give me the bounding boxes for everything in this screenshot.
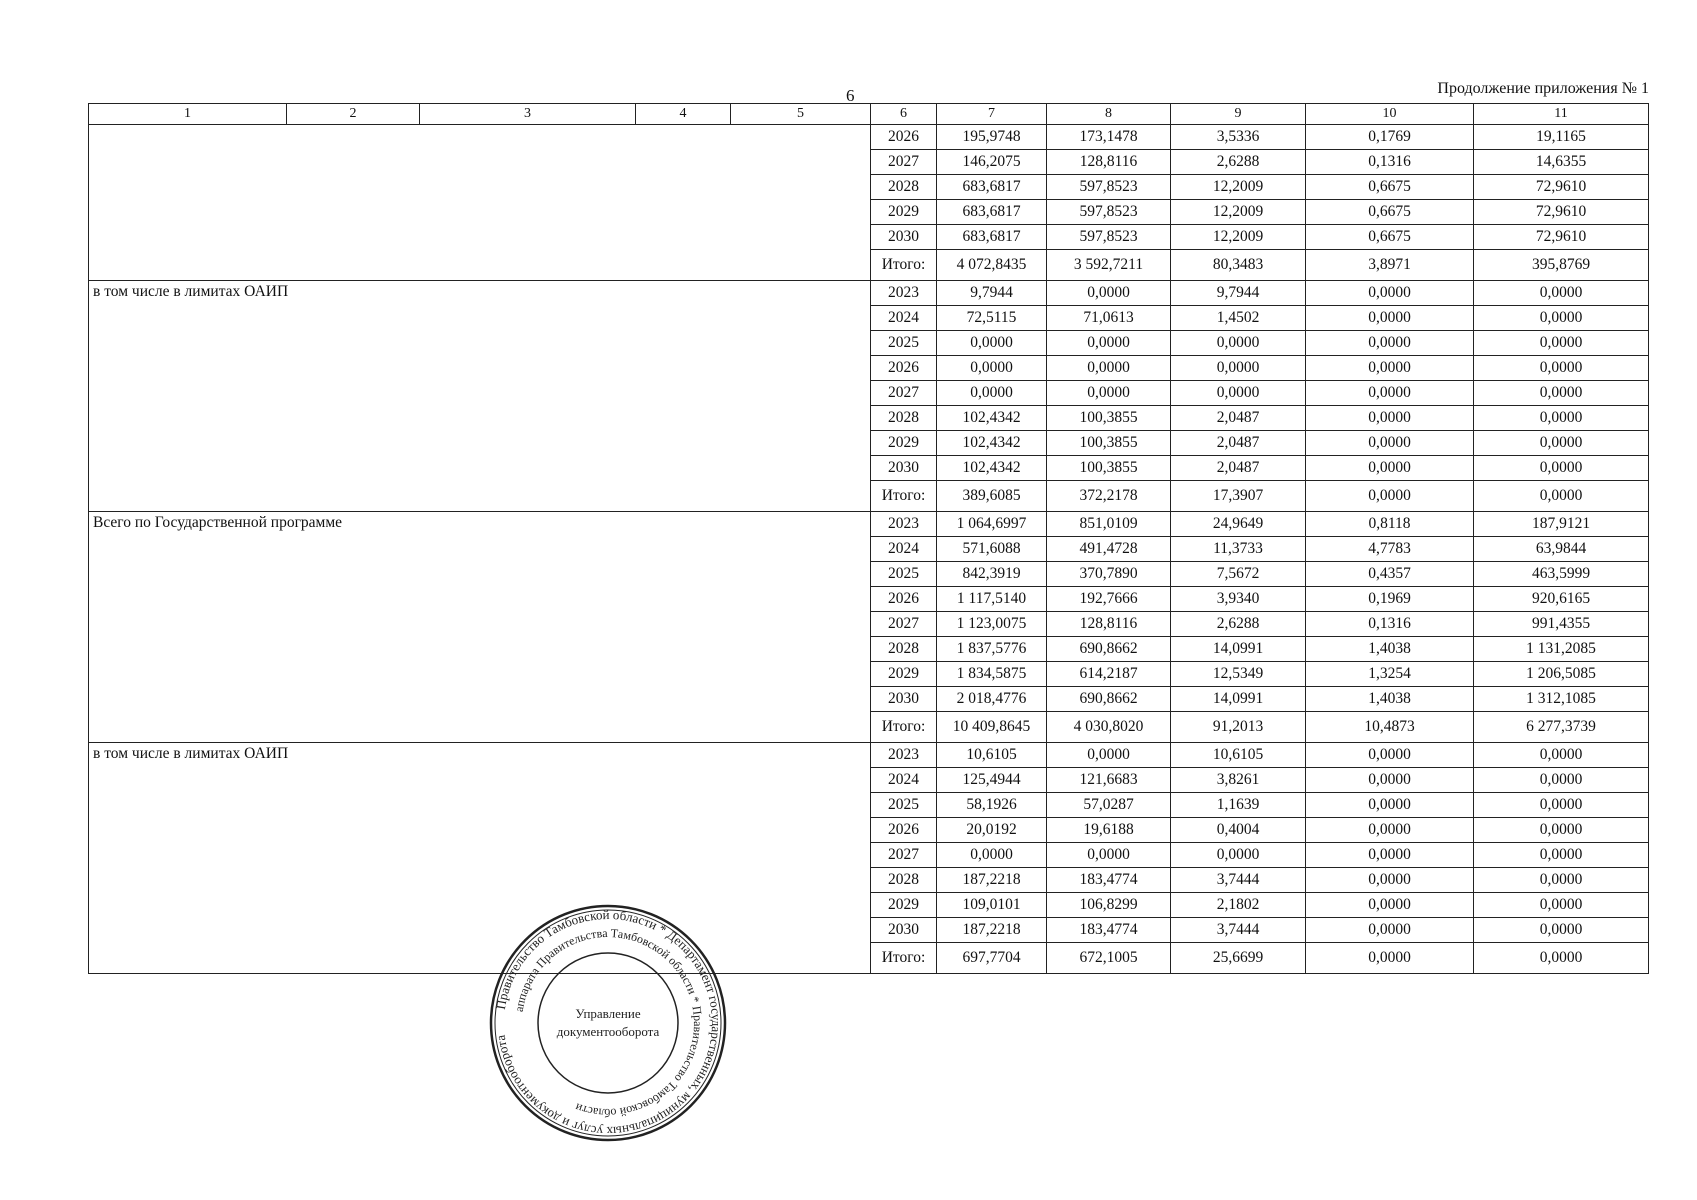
value-cell: 0,4004 (1171, 818, 1306, 843)
value-cell: 683,6817 (937, 175, 1047, 200)
value-cell: 597,8523 (1047, 175, 1171, 200)
value-cell: 597,8523 (1047, 200, 1171, 225)
table-row (89, 512, 1649, 537)
value-cell: 0,1316 (1306, 150, 1474, 175)
column-header-7: 7 (937, 104, 1047, 125)
value-cell: 0,0000 (1474, 431, 1649, 456)
value-cell: 10,4873 (1306, 712, 1474, 743)
total-label: Итого: (871, 943, 937, 974)
total-label: Итого: (871, 481, 937, 512)
value-cell: 0,0000 (1474, 331, 1649, 356)
value-cell: 10,6105 (1171, 743, 1306, 768)
value-cell: 0,0000 (1306, 381, 1474, 406)
svg-text:Правительство Тамбовской облас: Правительство Тамбовской области * Департамент государственных, муниципальных услуг и документооборота (492, 906, 725, 1140)
value-cell: 63,9844 (1474, 537, 1649, 562)
value-cell: 1 064,6997 (937, 512, 1047, 537)
value-cell: 1,4038 (1306, 637, 1474, 662)
value-cell: 0,4357 (1306, 562, 1474, 587)
seal-line-1: Управление (575, 1006, 641, 1021)
value-cell: 0,0000 (1306, 356, 1474, 381)
value-cell: 0,0000 (1306, 868, 1474, 893)
value-cell: 146,2075 (937, 150, 1047, 175)
column-header-3: 3 (420, 104, 636, 125)
value-cell: 4 030,8020 (1047, 712, 1171, 743)
table-row (89, 743, 1649, 768)
value-cell: 0,0000 (1474, 281, 1649, 306)
svg-text:аппарата Правительства Тамбовс: аппарата Правительства Тамбовской области * Правительство Тамбовской области (511, 925, 706, 1121)
value-cell: 1 117,5140 (937, 587, 1047, 612)
value-cell: 0,6675 (1306, 225, 1474, 250)
value-cell: 9,7944 (937, 281, 1047, 306)
value-cell: 102,4342 (937, 431, 1047, 456)
value-cell: 12,5349 (1171, 662, 1306, 687)
year-cell: 2025 (871, 562, 937, 587)
year-cell: 2024 (871, 306, 937, 331)
value-cell: 0,0000 (1171, 356, 1306, 381)
value-cell: 991,4355 (1474, 612, 1649, 637)
column-header-4: 4 (636, 104, 731, 125)
value-cell: 0,0000 (1306, 843, 1474, 868)
value-cell: 17,3907 (1171, 481, 1306, 512)
value-cell: 25,6699 (1171, 943, 1306, 974)
year-cell: 2027 (871, 150, 937, 175)
column-header-11: 11 (1474, 104, 1649, 125)
value-cell: 187,2218 (937, 868, 1047, 893)
value-cell: 571,6088 (937, 537, 1047, 562)
value-cell: 109,0101 (937, 893, 1047, 918)
value-cell: 10,6105 (937, 743, 1047, 768)
section-label (89, 125, 871, 281)
value-cell: 12,2009 (1171, 225, 1306, 250)
value-cell: 10 409,8645 (937, 712, 1047, 743)
value-cell: 121,6683 (1047, 768, 1171, 793)
value-cell: 0,0000 (1474, 893, 1649, 918)
value-cell: 0,0000 (937, 843, 1047, 868)
value-cell: 7,5672 (1171, 562, 1306, 587)
year-cell: 2029 (871, 200, 937, 225)
value-cell: 2,6288 (1171, 612, 1306, 637)
value-cell: 0,0000 (1474, 481, 1649, 512)
table-row (89, 281, 1649, 306)
value-cell: 0,0000 (1474, 406, 1649, 431)
value-cell: 187,9121 (1474, 512, 1649, 537)
year-cell: 2025 (871, 793, 937, 818)
year-cell: 2029 (871, 662, 937, 687)
year-cell: 2026 (871, 818, 937, 843)
year-cell: 2028 (871, 175, 937, 200)
value-cell: 14,0991 (1171, 687, 1306, 712)
value-cell: 72,9610 (1474, 200, 1649, 225)
value-cell: 0,0000 (1047, 281, 1171, 306)
value-cell: 80,3483 (1171, 250, 1306, 281)
value-cell: 100,3855 (1047, 406, 1171, 431)
value-cell: 0,0000 (1306, 481, 1474, 512)
section-label: в том числе в лимитах ОАИП (89, 281, 871, 512)
value-cell: 920,6165 (1474, 587, 1649, 612)
year-cell: 2023 (871, 281, 937, 306)
total-label: Итого: (871, 712, 937, 743)
column-header-10: 10 (1306, 104, 1474, 125)
value-cell: 683,6817 (937, 225, 1047, 250)
value-cell: 2,0487 (1171, 406, 1306, 431)
value-cell: 851,0109 (1047, 512, 1171, 537)
value-cell: 183,4774 (1047, 868, 1171, 893)
value-cell: 2,0487 (1171, 431, 1306, 456)
value-cell: 14,0991 (1171, 637, 1306, 662)
value-cell: 0,0000 (1047, 331, 1171, 356)
value-cell: 0,0000 (1306, 431, 1474, 456)
value-cell: 842,3919 (937, 562, 1047, 587)
column-header-1: 1 (89, 104, 287, 125)
column-number-row (89, 104, 1649, 125)
value-cell: 0,0000 (1474, 381, 1649, 406)
value-cell: 0,0000 (1047, 843, 1171, 868)
value-cell: 128,8116 (1047, 150, 1171, 175)
value-cell: 19,6188 (1047, 818, 1171, 843)
value-cell: 395,8769 (1474, 250, 1649, 281)
value-cell: 58,1926 (937, 793, 1047, 818)
value-cell: 0,0000 (1474, 356, 1649, 381)
value-cell: 1,3254 (1306, 662, 1474, 687)
year-cell: 2023 (871, 743, 937, 768)
value-cell: 0,0000 (1474, 943, 1649, 974)
section-label: Всего по Государственной программе (89, 512, 871, 743)
value-cell: 102,4342 (937, 406, 1047, 431)
value-cell: 0,0000 (1306, 893, 1474, 918)
value-cell: 0,0000 (1474, 818, 1649, 843)
value-cell: 102,4342 (937, 456, 1047, 481)
year-cell: 2024 (871, 537, 937, 562)
value-cell: 614,2187 (1047, 662, 1171, 687)
value-cell: 195,9748 (937, 125, 1047, 150)
year-cell: 2027 (871, 843, 937, 868)
value-cell: 1,4502 (1171, 306, 1306, 331)
value-cell: 3 592,7211 (1047, 250, 1171, 281)
total-label: Итого: (871, 250, 937, 281)
value-cell: 0,0000 (1306, 306, 1474, 331)
seal-center-text (488, 903, 728, 1143)
value-cell: 12,2009 (1171, 175, 1306, 200)
value-cell: 0,0000 (1047, 381, 1171, 406)
section-label: в том числе в лимитах ОАИП (89, 743, 871, 974)
continuation-note: Продолжение приложения № 1 (1437, 80, 1649, 97)
value-cell: 0,6675 (1306, 200, 1474, 225)
value-cell: 1 123,0075 (937, 612, 1047, 637)
value-cell: 0,0000 (1474, 743, 1649, 768)
value-cell: 12,2009 (1171, 200, 1306, 225)
year-cell: 2028 (871, 868, 937, 893)
year-cell: 2030 (871, 225, 937, 250)
value-cell: 0,6675 (1306, 175, 1474, 200)
value-cell: 57,0287 (1047, 793, 1171, 818)
value-cell: 1 312,1085 (1474, 687, 1649, 712)
year-cell: 2025 (871, 331, 937, 356)
value-cell: 370,7890 (1047, 562, 1171, 587)
value-cell: 72,9610 (1474, 175, 1649, 200)
value-cell: 14,6355 (1474, 150, 1649, 175)
value-cell: 0,0000 (1306, 331, 1474, 356)
value-cell: 1 131,2085 (1474, 637, 1649, 662)
value-cell: 0,0000 (937, 331, 1047, 356)
value-cell: 0,0000 (1306, 818, 1474, 843)
value-cell: 192,7666 (1047, 587, 1171, 612)
value-cell: 672,1005 (1047, 943, 1171, 974)
column-header-9: 9 (1171, 104, 1306, 125)
value-cell: 91,2013 (1171, 712, 1306, 743)
value-cell: 72,5115 (937, 306, 1047, 331)
value-cell: 2,1802 (1171, 893, 1306, 918)
value-cell: 3,9340 (1171, 587, 1306, 612)
year-cell: 2030 (871, 918, 937, 943)
value-cell: 24,9649 (1171, 512, 1306, 537)
year-cell: 2029 (871, 893, 937, 918)
value-cell: 0,0000 (1171, 381, 1306, 406)
value-cell: 0,0000 (937, 381, 1047, 406)
value-cell: 3,5336 (1171, 125, 1306, 150)
value-cell: 187,2218 (937, 918, 1047, 943)
value-cell: 19,1165 (1474, 125, 1649, 150)
value-cell: 0,0000 (1306, 918, 1474, 943)
value-cell: 3,8261 (1171, 768, 1306, 793)
value-cell: 0,0000 (1474, 868, 1649, 893)
value-cell: 0,0000 (1306, 281, 1474, 306)
column-header-8: 8 (1047, 104, 1171, 125)
value-cell: 463,5999 (1474, 562, 1649, 587)
value-cell: 3,7444 (1171, 918, 1306, 943)
value-cell: 72,9610 (1474, 225, 1649, 250)
year-cell: 2027 (871, 612, 937, 637)
value-cell: 1,1639 (1171, 793, 1306, 818)
year-cell: 2026 (871, 356, 937, 381)
value-cell: 6 277,3739 (1474, 712, 1649, 743)
value-cell: 100,3855 (1047, 456, 1171, 481)
value-cell: 372,2178 (1047, 481, 1171, 512)
year-cell: 2028 (871, 406, 937, 431)
value-cell: 0,0000 (1171, 331, 1306, 356)
value-cell: 0,0000 (1306, 768, 1474, 793)
year-cell: 2026 (871, 587, 937, 612)
column-header-2: 2 (287, 104, 420, 125)
value-cell: 597,8523 (1047, 225, 1171, 250)
table-body (89, 104, 1649, 974)
value-cell: 0,0000 (1474, 843, 1649, 868)
value-cell: 0,8118 (1306, 512, 1474, 537)
budget-table (88, 103, 1649, 974)
seal-line-2: документооборота (556, 1024, 660, 1039)
value-cell: 4 072,8435 (937, 250, 1047, 281)
value-cell: 1,4038 (1306, 687, 1474, 712)
value-cell: 100,3855 (1047, 431, 1171, 456)
value-cell: 0,0000 (1047, 356, 1171, 381)
value-cell: 389,6085 (937, 481, 1047, 512)
value-cell: 0,0000 (1306, 406, 1474, 431)
value-cell: 0,0000 (1474, 793, 1649, 818)
value-cell: 0,0000 (1171, 843, 1306, 868)
year-cell: 2024 (871, 768, 937, 793)
value-cell: 20,0192 (937, 818, 1047, 843)
year-cell: 2029 (871, 431, 937, 456)
year-cell: 2026 (871, 125, 937, 150)
value-cell: 683,6817 (937, 200, 1047, 225)
year-cell: 2023 (871, 512, 937, 537)
value-cell: 690,8662 (1047, 687, 1171, 712)
value-cell: 0,0000 (1474, 918, 1649, 943)
value-cell: 2,0487 (1171, 456, 1306, 481)
value-cell: 0,0000 (1306, 793, 1474, 818)
value-cell: 128,8116 (1047, 612, 1171, 637)
column-header-5: 5 (731, 104, 871, 125)
page-number: 6 (846, 86, 855, 105)
value-cell: 173,1478 (1047, 125, 1171, 150)
value-cell: 1 206,5085 (1474, 662, 1649, 687)
value-cell: 0,0000 (1474, 768, 1649, 793)
year-cell: 2028 (871, 637, 937, 662)
value-cell: 0,1969 (1306, 587, 1474, 612)
year-cell: 2027 (871, 381, 937, 406)
value-cell: 3,8971 (1306, 250, 1474, 281)
year-cell: 2030 (871, 456, 937, 481)
value-cell: 9,7944 (1171, 281, 1306, 306)
official-seal (488, 903, 728, 1143)
value-cell: 0,1769 (1306, 125, 1474, 150)
value-cell: 0,0000 (1306, 943, 1474, 974)
value-cell: 0,0000 (1306, 456, 1474, 481)
value-cell: 3,7444 (1171, 868, 1306, 893)
value-cell: 0,0000 (937, 356, 1047, 381)
value-cell: 11,3733 (1171, 537, 1306, 562)
value-cell: 491,4728 (1047, 537, 1171, 562)
column-header-6: 6 (871, 104, 937, 125)
value-cell: 690,8662 (1047, 637, 1171, 662)
value-cell: 0,0000 (1474, 306, 1649, 331)
value-cell: 0,1316 (1306, 612, 1474, 637)
value-cell: 2,6288 (1171, 150, 1306, 175)
value-cell: 106,8299 (1047, 893, 1171, 918)
value-cell: 125,4944 (937, 768, 1047, 793)
value-cell: 183,4774 (1047, 918, 1171, 943)
value-cell: 697,7704 (937, 943, 1047, 974)
value-cell: 1 837,5776 (937, 637, 1047, 662)
value-cell: 0,0000 (1306, 743, 1474, 768)
value-cell: 0,0000 (1047, 743, 1171, 768)
table-row (89, 125, 1649, 150)
value-cell: 2 018,4776 (937, 687, 1047, 712)
value-cell: 4,7783 (1306, 537, 1474, 562)
value-cell: 71,0613 (1047, 306, 1171, 331)
value-cell: 0,0000 (1474, 456, 1649, 481)
value-cell: 1 834,5875 (937, 662, 1047, 687)
year-cell: 2030 (871, 687, 937, 712)
